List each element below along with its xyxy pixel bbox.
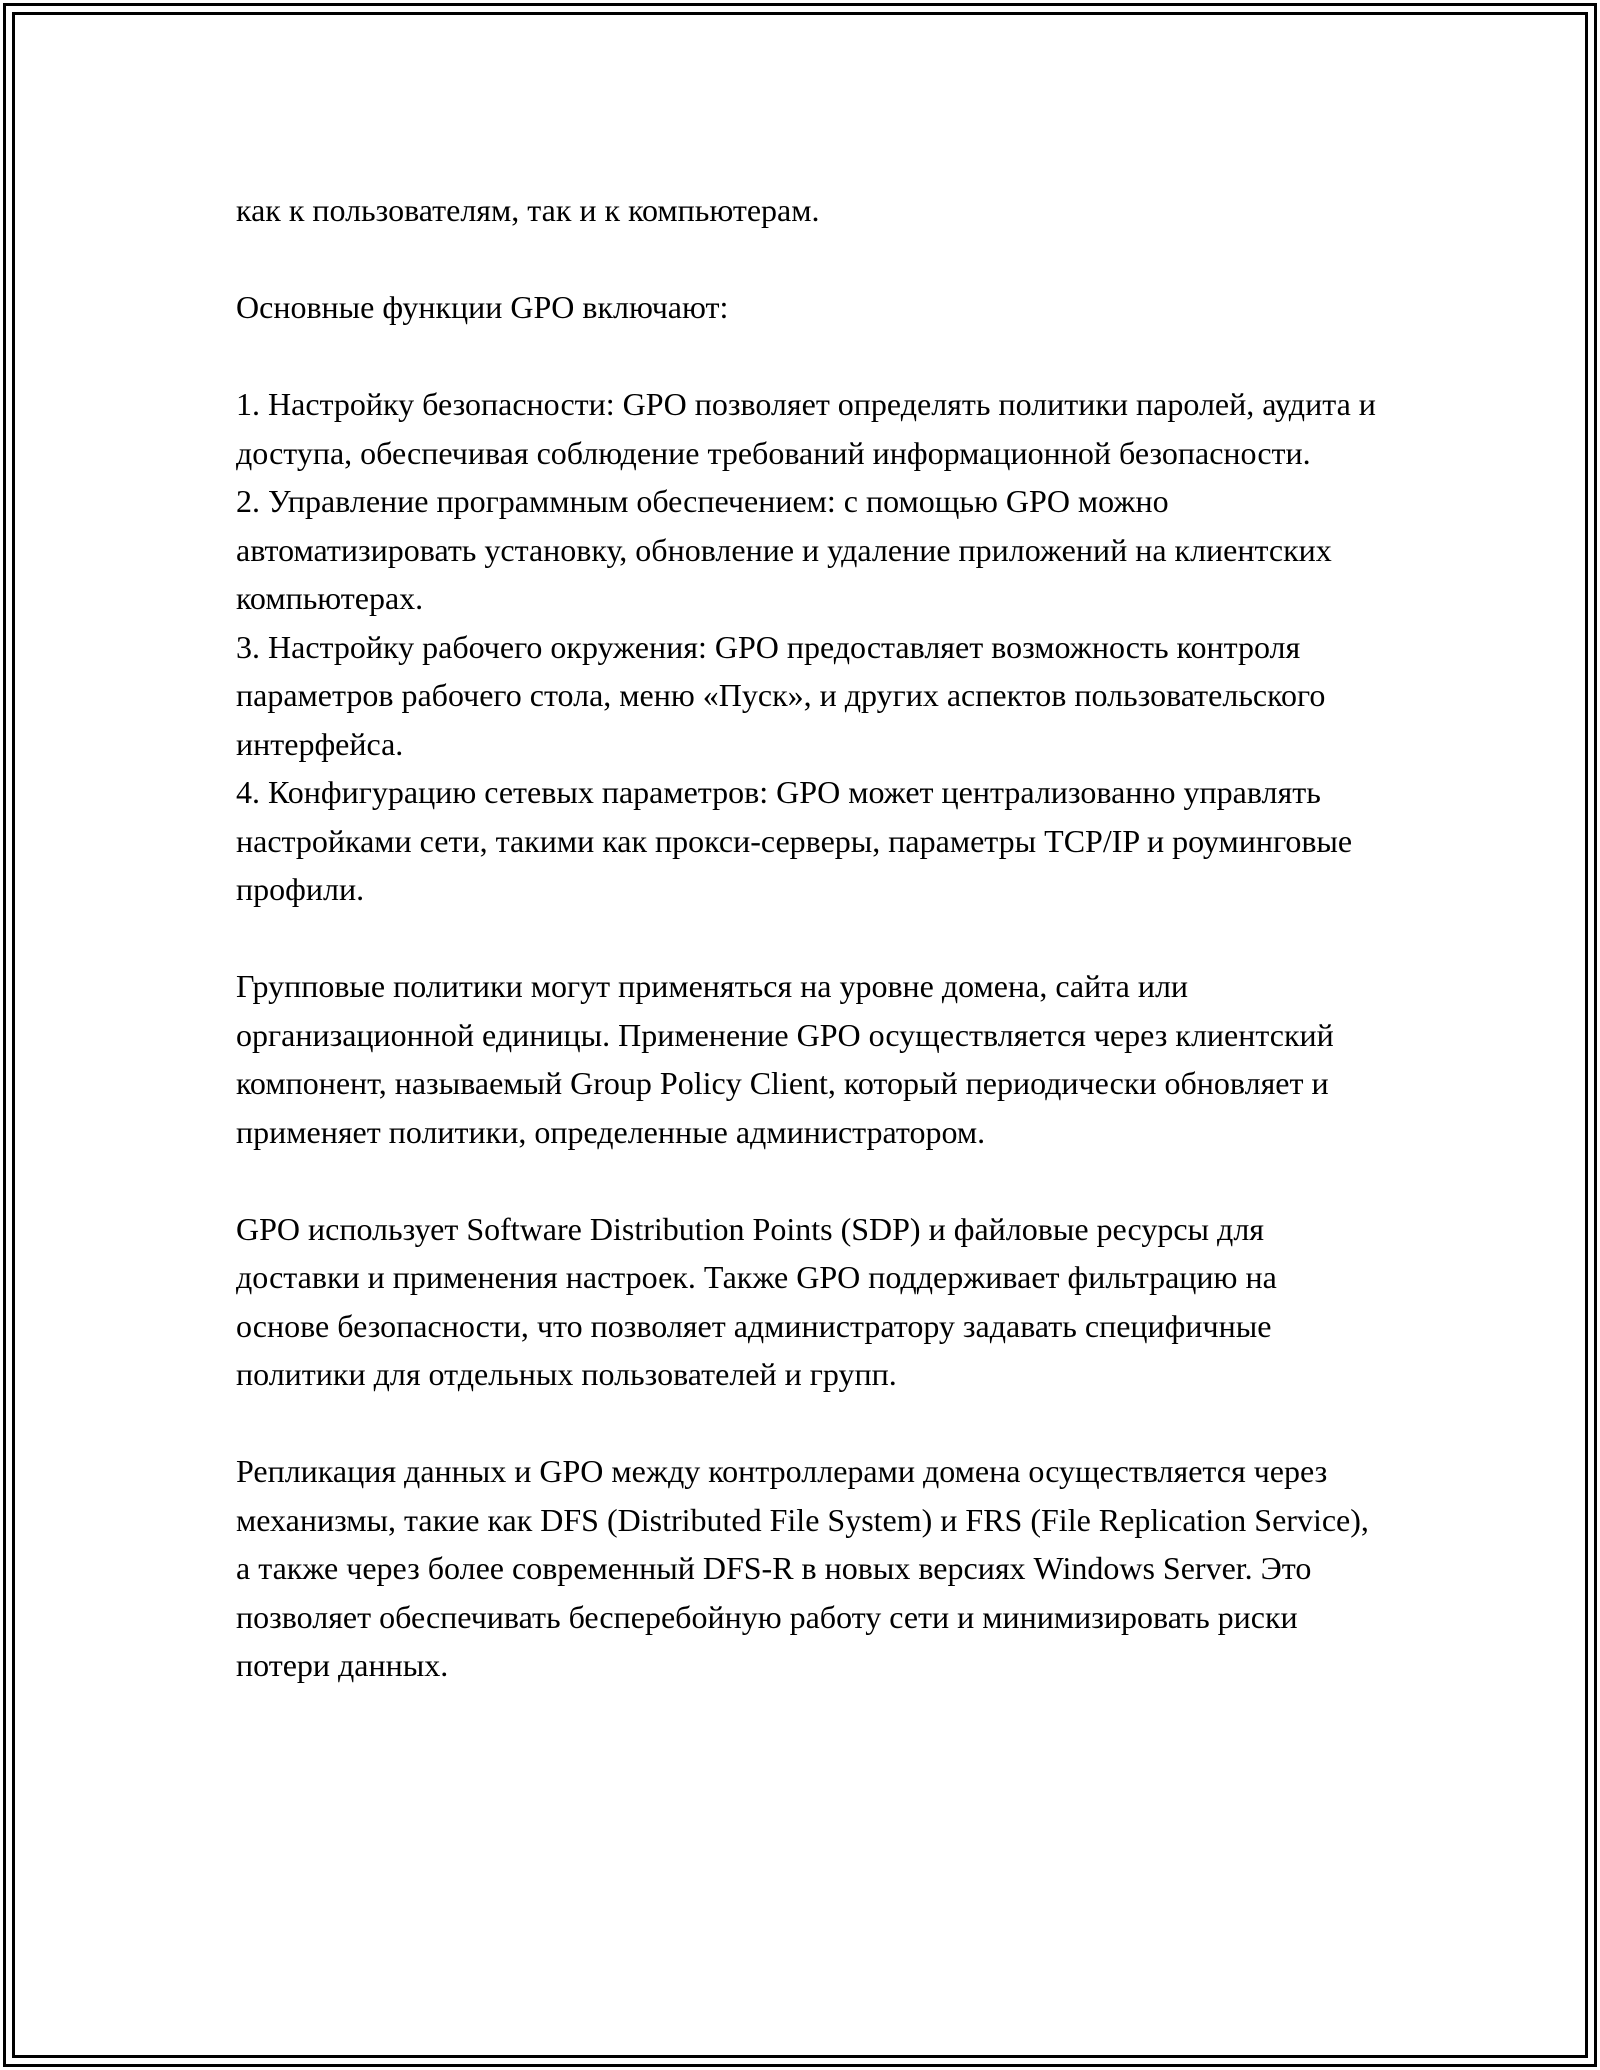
- list-item: 1. Настройку безопасности: GPO позволяет определять политики паролей, аудита и доступа, обеспечивая соблюдение требований информационной безопасности.: [236, 386, 1376, 471]
- list-item: 2. Управление программным обеспечением: с помощью GPO можно автоматизировать установку, обновление и удаление приложений на клиентских компьютерах.: [236, 483, 1332, 616]
- list-item: 4. Конфигурацию сетевых параметров: GPO может централизованно управлять настройками сети, такими как прокси-серверы, параметры TCP/IP и роуминговые профили.: [236, 774, 1353, 907]
- functions-heading: Основные функции GPO включают:: [236, 289, 729, 325]
- application-paragraph: Групповые политики могут применяться на уровне домена, сайта или организационной единицы. Применение GPO осуществляется через клиентский компонент, называемый Group Policy Client, который периодически обновляет и применяет политики, определенные администратором.: [236, 968, 1334, 1150]
- intro-tail-paragraph: как к пользователям, так и к компьютерам.: [236, 192, 820, 228]
- functions-list: [236, 380, 1376, 914]
- replication-paragraph: Репликация данных и GPO между контроллерами домена осуществляется через механизмы, такие как DFS (Distributed File System) и FRS (File Replication Service), а также через более современный DFS-R в новых версиях Windows Server. Это позволяет обеспечивать бесперебойную работу сети и минимизировать риски потери данных.: [236, 1453, 1369, 1683]
- document-body: [236, 186, 1376, 1738]
- list-item: 3. Настройку рабочего окружения: GPO предоставляет возможность контроля параметров рабочего стола, меню «Пуск», и других аспектов пользовательского интерфейса.: [236, 628, 1326, 762]
- distribution-paragraph: GPO использует Software Distribution Points (SDP) и файловые ресурсы для доставки и применения настроек. Также GPO поддерживает фильтрацию на основе безопасности, что позволяет администратору задавать специфичные политики для отдельных пользователей и групп.: [236, 1210, 1277, 1392]
